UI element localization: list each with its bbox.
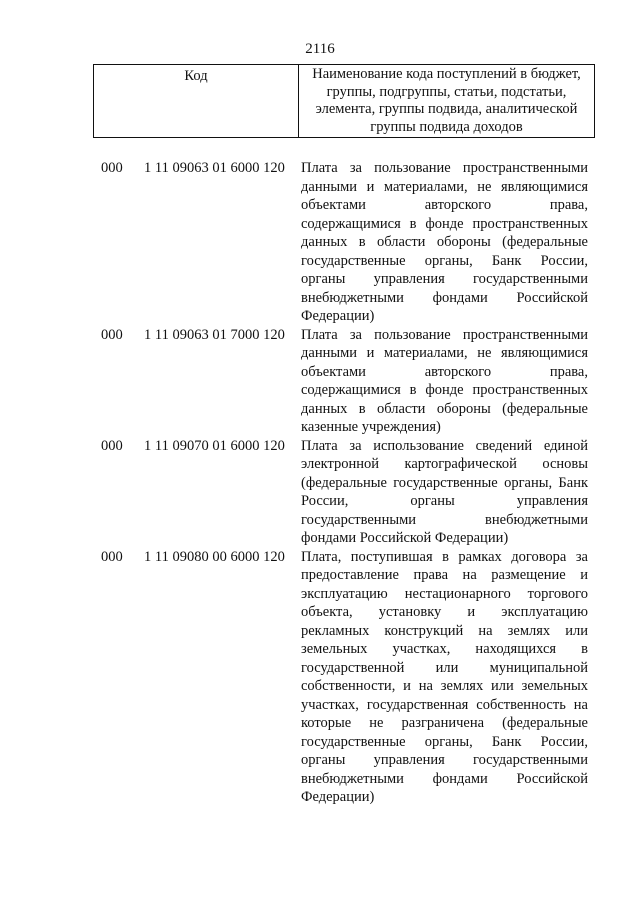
description-line: Федерации) xyxy=(301,308,375,324)
table-row xyxy=(0,326,640,437)
header-code-cell: Код xyxy=(94,65,299,137)
row-income-code: 1 11 09080 00 6000 120 xyxy=(144,548,285,565)
header-name-line: группы, подгруппы, статьи, подстатьи, xyxy=(326,83,567,100)
description-line: земельных участках, находящихся в xyxy=(301,641,588,657)
income-codes-list xyxy=(0,159,640,807)
description-line: эксплуатацию нестационарного торгового xyxy=(301,585,588,602)
description-line: Федерации) xyxy=(301,789,375,805)
table-row xyxy=(0,548,640,807)
header-name-line: Наименование кода поступлений в бюджет, xyxy=(312,66,581,82)
description-line: объектами авторского права, xyxy=(301,197,588,213)
description-line: данных в области обороны (федеральные xyxy=(301,400,588,417)
row-description xyxy=(301,159,588,326)
description-line: государственной или муниципальной xyxy=(301,659,588,676)
row-description xyxy=(301,437,588,548)
description-line: государственными внебюджетными xyxy=(301,511,588,528)
description-line: внебюджетными фондами Российской xyxy=(301,770,588,787)
description-line: Плата за пользование пространственными xyxy=(301,326,588,343)
description-line: казенные учреждения) xyxy=(301,419,441,435)
row-description xyxy=(301,326,588,437)
description-line: внебюджетными фондами Российской xyxy=(301,289,588,306)
row-income-code: 1 11 09063 01 6000 120 xyxy=(144,160,285,176)
description-line: фондами Российской Федерации) xyxy=(301,530,509,546)
row-income-code: 1 11 09063 01 7000 120 xyxy=(144,326,285,343)
description-line: электронной картографической основы xyxy=(301,456,588,472)
row-description xyxy=(301,548,588,807)
description-line: данными и материалами, не являющимися xyxy=(301,345,588,361)
row-admin-code: 000 xyxy=(101,326,123,343)
description-line: объекта, установку и эксплуатацию xyxy=(301,604,588,620)
header-name-line: группы подвида доходов xyxy=(370,118,523,135)
row-admin-code: 000 xyxy=(101,548,123,565)
description-line: данных в области обороны (федеральные xyxy=(301,234,588,250)
description-line: участках, государственная собственность на xyxy=(301,696,588,713)
table-row xyxy=(0,437,640,548)
page-number: 2116 xyxy=(305,41,335,57)
description-line: объектами авторского права, xyxy=(301,363,588,380)
description-line: России, органы управления xyxy=(301,493,588,509)
table-row xyxy=(0,159,640,326)
description-line: содержащимися в фонде пространственных xyxy=(301,382,588,398)
header-name-line: элемента, группы подвида, аналитической xyxy=(315,101,578,117)
description-line: данными и материалами, не являющимися xyxy=(301,178,588,195)
description-line: государственные органы, Банк России, xyxy=(301,733,588,750)
description-line: которые не разграничена (федеральные xyxy=(301,715,588,731)
description-line: рекламных конструкций на землях или xyxy=(301,622,588,639)
row-income-code: 1 11 09070 01 6000 120 xyxy=(144,437,285,454)
description-line: содержащимися в фонде пространственных xyxy=(301,215,588,232)
description-line: органы управления государственными xyxy=(301,752,588,768)
description-line: Плата, поступившая в рамках договора за xyxy=(301,548,588,565)
table-header xyxy=(93,64,595,138)
description-line: органы управления государственными xyxy=(301,271,588,287)
description-line: предоставление права на размещение и xyxy=(301,567,588,583)
description-line: Плата за пользование пространственными xyxy=(301,160,588,176)
description-line: государственные органы, Банк России, xyxy=(301,252,588,269)
row-admin-code: 000 xyxy=(101,160,123,176)
description-line: собственности, и на землях или земельных xyxy=(301,678,588,694)
row-admin-code: 000 xyxy=(101,437,123,454)
header-name-cell xyxy=(299,65,594,137)
description-line: (федеральные государственные органы, Банк xyxy=(301,474,588,491)
description-line: Плата за использование сведений единой xyxy=(301,437,588,454)
